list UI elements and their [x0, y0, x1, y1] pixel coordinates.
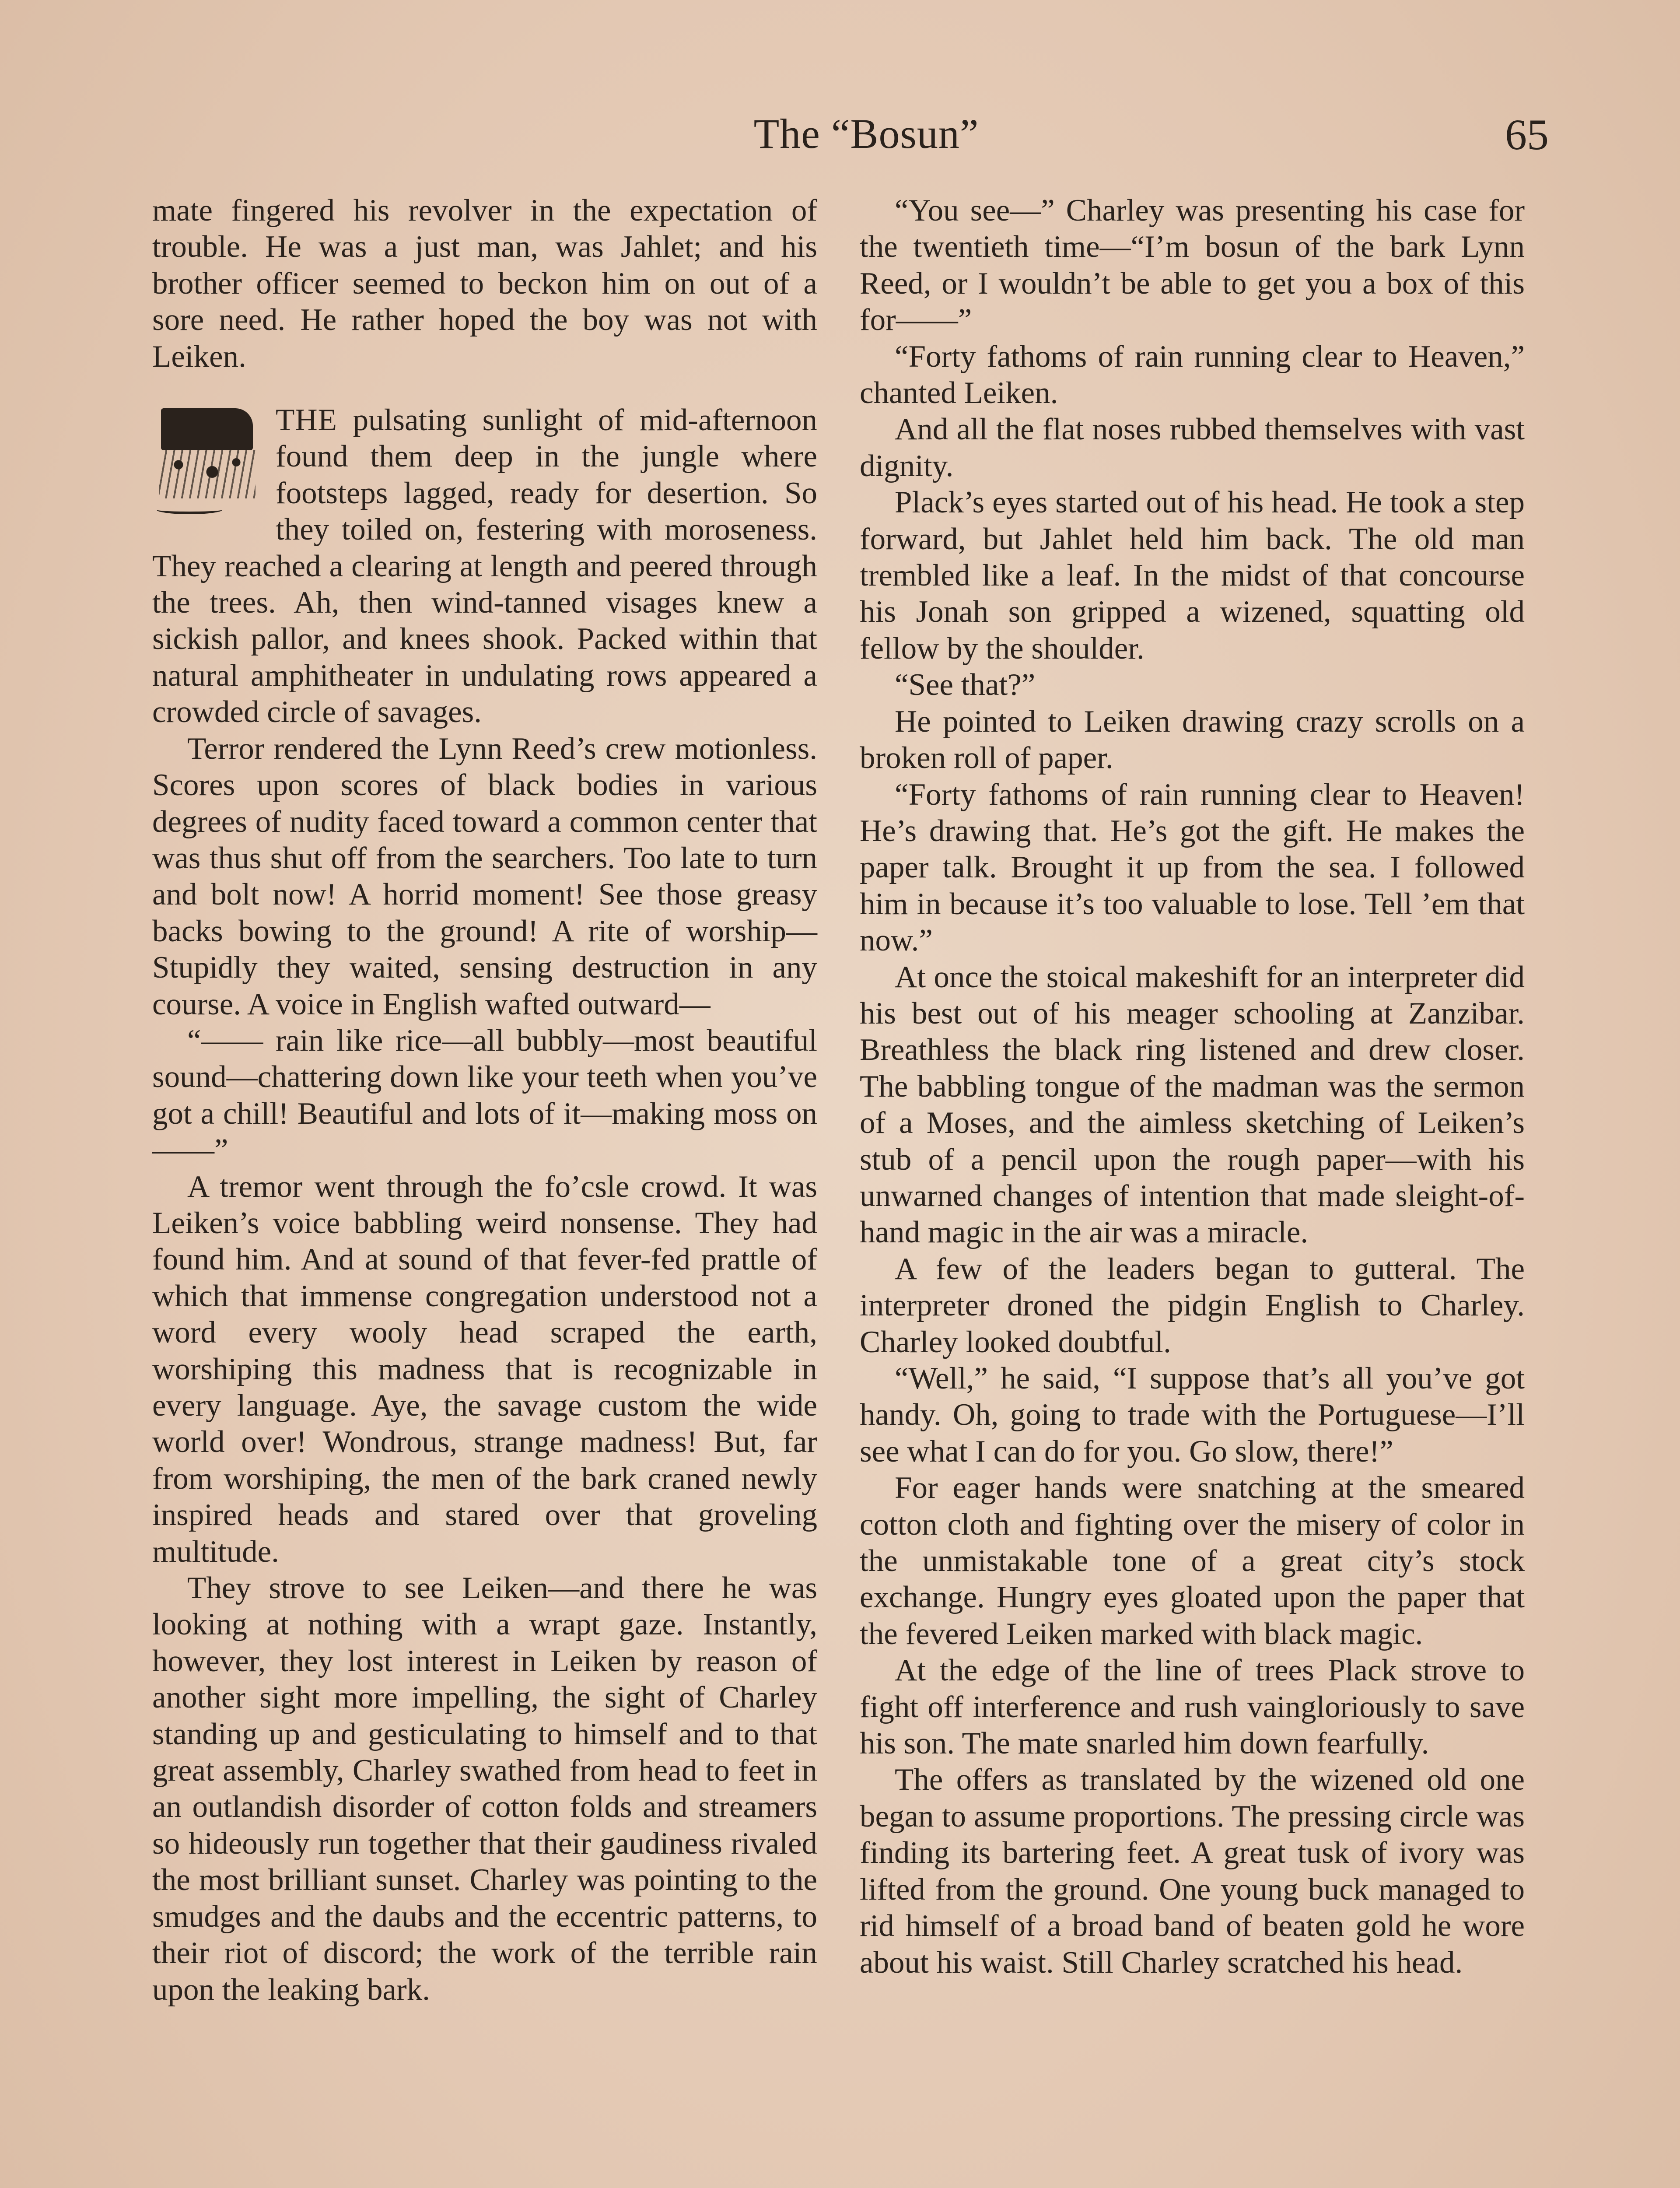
paragraph: The offers as translated by the wizened old one began to assume proportions. The pressing circle was finding its bartering feet. A great tusk of ivory was lifted from the ground. One young buck managed to rid himself of a broad band of beaten gold he wore about his waist. Still Charley scratched his head. — [860, 1763, 1525, 1980]
paragraph: At the edge of the line of trees Plack strove to fight off interference and rush vaingloriously to save his son. The mate snarled him down fearfully. — [860, 1653, 1525, 1761]
running-head: The “Bosun” — [753, 110, 979, 157]
paragraph: For eager hands were snatching at the smeared cotton cloth and fighting over the misery of color in the unmistakable tone of a great city’s stock exchange. Hungry eyes gloated upon the paper that the fevered Leiken marked with black magic. — [860, 1471, 1525, 1651]
paragraph: “Well,” he said, “I suppose that’s all you’ve got handy. Oh, going to trade with the Portuguese—I’ll see what I can do for you. Go slow, there!” — [860, 1361, 1525, 1469]
paragraph: Terror rendered the Lynn Reed’s crew motionless. Scores upon scores of black bodies in various degrees of nudity faced toward a common center that was thus shut off from the searchers. Too late to turn and bolt now! A horrid moment! See those greasy backs bowing to the ground! A rite of worship— Stupidly they waited, sensing destruction in any course. A voice in English wafted outward— — [152, 731, 817, 1021]
woodcut-illustration-icon — [152, 408, 266, 518]
paragraph: At once the stoical makeshift for an interpreter did his best out of his meager schooling at Zanzibar. Breathless the black ring listened and drew closer. The babbling tongue of the madman was the sermon of a Moses, and the aimless sketching of Leiken’s stub of a pencil upon the rough paper—with his unwarned changes of intention that made sleight-of-hand magic in the air was a miracle. — [860, 960, 1525, 1250]
paragraph-text: pulsating sunlight of mid-afternoon found them deep in the jungle where footsteps lagged, ready for desertion. So they toiled on, festering with moroseness. They reached a clearing at length and peered through the trees. Ah, then wind-tanned visages knew a sickish pallor, and knees shook. Packed within that natural amphitheater in undulating rows appeared a crowded circle of savages. — [152, 403, 817, 729]
paragraph: A few of the leaders began to gutteral. The interpreter droned the pidgin English to Charley. Charley looked doubtful. — [860, 1252, 1525, 1359]
paragraph: mate fingered his revolver in the expectation of trouble. He was a just man, was Jahlet; and his brother officer seemed to beckon him on out of a sore need. He rather hoped the boy was not with Leiken. — [152, 193, 817, 374]
section-opening — [152, 402, 817, 731]
paragraph: He pointed to Leiken drawing crazy scrolls on a broken roll of paper. — [860, 704, 1525, 775]
paragraph: “You see—” Charley was presenting his case for the twentieth time—“I’m bosun of the bark Lynn Reed, or I wouldn’t be able to get you a box of this for——” — [860, 193, 1525, 337]
paragraph: “Forty fathoms of rain running clear to Heaven! He’s drawing that. He’s got the gift. He makes the paper talk. Brought it up from the sea. I followed him in because it’s too valuable to lose. Tell ’em that now.” — [860, 777, 1525, 958]
page-number: 65 — [1505, 110, 1549, 159]
paragraph: And all the flat noses rubbed themselves with vast dignity. — [860, 412, 1525, 483]
paragraph: “—— rain like rice—all bubbly—most beautiful sound—chattering down like your teeth when you’ve got a chill! Beautiful and lots of it—making moss on——” — [152, 1023, 817, 1168]
paragraph: “See that?” — [895, 668, 1036, 702]
left-column — [152, 193, 817, 2008]
paragraph: A tremor went through the fo’csle crowd. It was Leiken’s voice babbling weird nonsense. They had found him. And at sound of that fever-fed prattle of which that immense congregation understood not a word every wooly head scraped the earth, worshiping this madness that is recognizable in every language. Aye, the savage custom the wide world over! Wondrous, strange madness! But, far from worshiping, the men of the bark craned newly inspired heads and stared over that groveling multitude. — [152, 1169, 817, 1569]
paragraph: Plack’s eyes started out of his head. He took a step forward, but Jahlet held him back. The old man trembled like a leaf. In the midst of that concourse his Jonah son gripped a wizened, squatting old fellow by the shoulder. — [860, 485, 1525, 666]
paragraph: They strove to see Leiken—and there he was looking at nothing with a wrapt gaze. Instantly, however, they lost interest in Leiken by reason of another sight more impelling, the sight of Charley standing up and gesticulating to himself and to that great assembly, Charley swathed from head to feet in an outlandish disorder of cotton folds and streamers so hideously run together that their gaudiness rivaled the most brilliant sunset. Charley was pointing to the smudges and the daubs and the eccentric patterns, to their riot of discord; the work of the terrible rain upon the leaking bark. — [152, 1571, 817, 2007]
section-opening-word: THE — [276, 403, 338, 438]
right-column — [860, 193, 1525, 1981]
paragraph: “Forty fathoms of rain running clear to Heaven,” chanted Leiken. — [860, 339, 1525, 410]
